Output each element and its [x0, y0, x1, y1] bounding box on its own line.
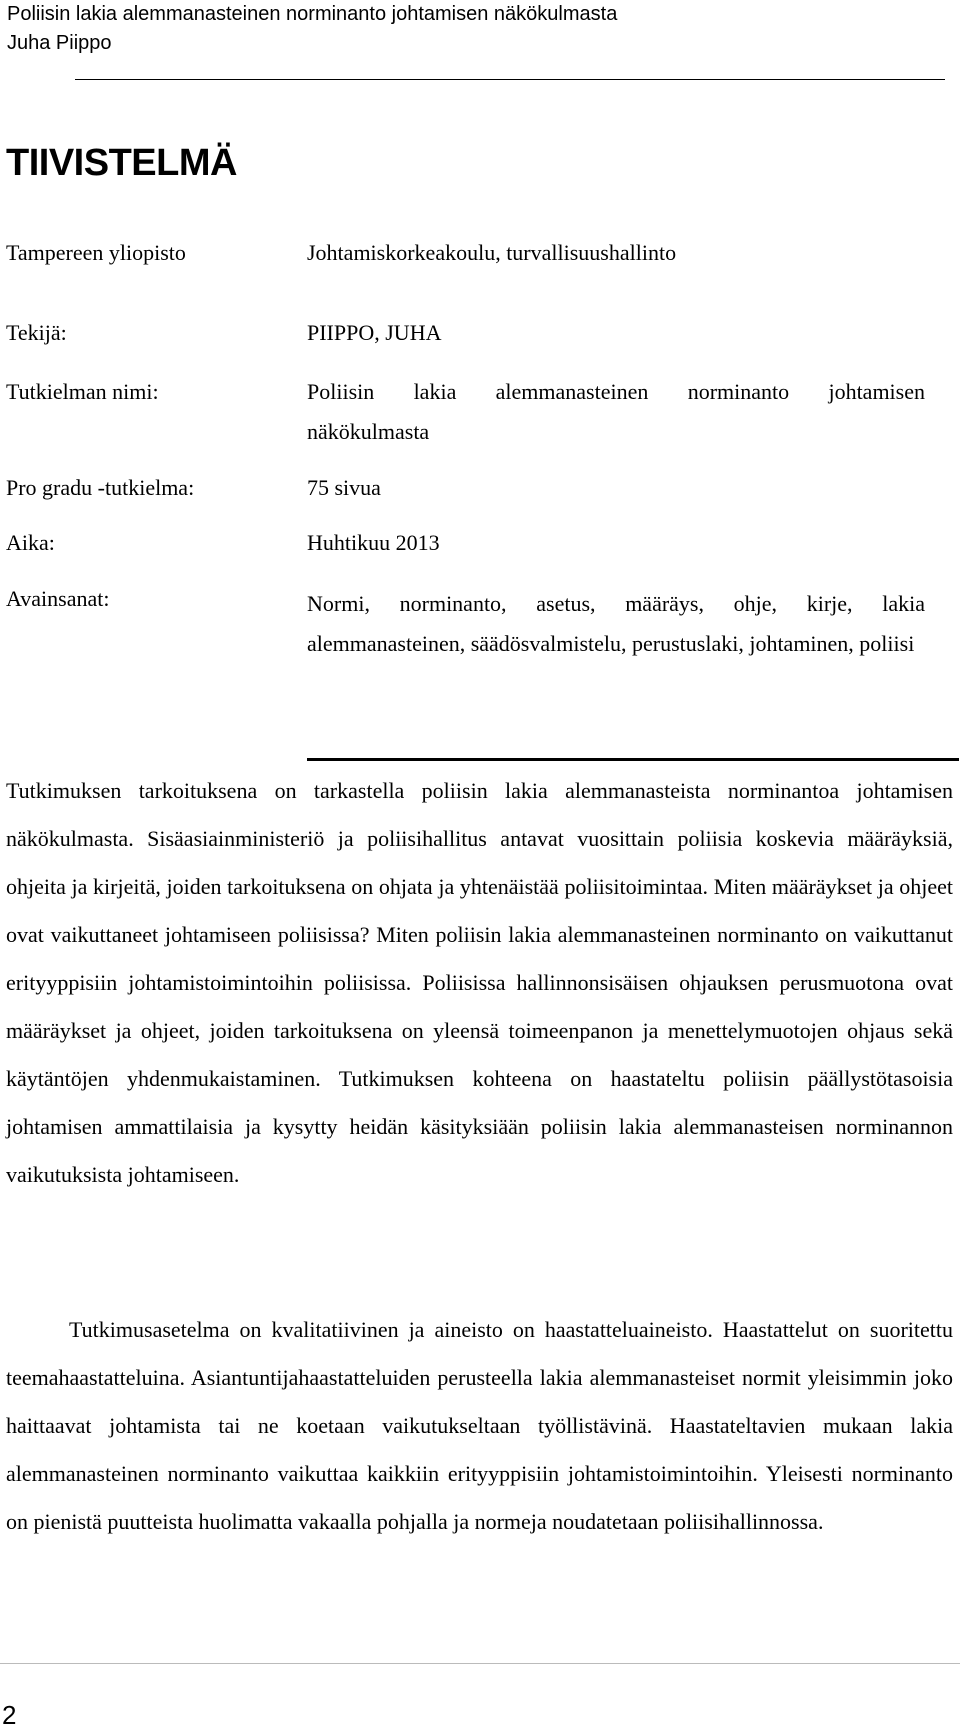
abstract-divider [307, 758, 959, 761]
university-value: Johtamiskorkeakoulu, turvallisuushallinto [307, 240, 677, 265]
page-title: TIIVISTELMÄ [6, 142, 237, 184]
running-header-author: Juha Piippo [7, 32, 112, 54]
author-label: Tekijä: [6, 320, 67, 345]
running-header-title: Poliisin lakia alemmanasteinen norminanto johtamisen näkökulmasta [7, 3, 618, 25]
author-value: PIIPPO, JUHA [307, 320, 442, 345]
thesis-name-value-line2: näkökulmasta [307, 419, 430, 444]
keywords-label: Avainsanat: [6, 586, 110, 611]
page-number: 2 [2, 1700, 17, 1730]
thesis-type-label: Pro gradu -tutkielma: [6, 475, 195, 500]
header-divider [75, 79, 945, 80]
thesis-name-value-line1: Poliisin lakia alemmanasteinen norminanto johtamisen [307, 379, 925, 404]
footer-divider [0, 1663, 960, 1664]
keywords-value: Normi, norminanto, asetus, määräys, ohje, kirje, lakia alemmanasteinen, säädösvalmistelu, perustuslaki, johtaminen, poliisi [307, 591, 925, 656]
university-label: Tampereen yliopisto [6, 240, 186, 265]
abstract-paragraph-2: Tutkimusasetelma on kvalitatiivinen ja aineisto on haastatteluaineisto. Haastattelut on suoritettu teemahaastatteluina. Asiantuntijahaastatteluiden perusteella lakia alemmanasteiset normit yleisimmin joko haittaavat johtamista tai ne koetaan vaikutukseltaan työllistävinä. Haastateltavien mukaan lakia alemmanasteinen norminanto vaikuttaa kaikkiin erityyppisiin johtamistoimintoihin. Yleisesti norminanto on pienistä puutteista huolimatta vakaalla pohjalla ja normeja noudatetaan poliisihallinnossa. [6, 1317, 953, 1534]
running-header [7, 0, 617, 58]
date-label: Aika: [6, 530, 55, 555]
thesis-type-value: 75 sivua [307, 475, 381, 500]
abstract-paragraph-1: Tutkimuksen tarkoituksena on tarkastella poliisin lakia alemmanasteista norminantoa johtamisen näkökulmasta. Sisäasiainministeriö ja poliisihallitus antavat vuosittain poliisia koskevia määräyksiä, ohjeita ja kirjeitä, joiden tarkoituksena on ohjata ja yhtenäistää poliisitoimintaa. Miten määräykset ja ohjeet ovat vaikuttaneet johtamiseen poliisissa? Miten poliisin lakia alemmanasteinen norminanto on vaikuttanut erityyppisiin johtamistoimintoihin poliisissa. Poliisissa hallinnonsisäisen ohjauksen perusmuotona ovat määräykset ja ohjeet, joiden tarkoituksena on yleensä toimeenpanon ja menettelymuotojen ohjaus sekä käytäntöjen yhdenmukaistaminen. Tutkimuksen kohteena on haastateltu poliisin päällystötasoisia johtamisen ammattilaisia ja kysytty heidän käsityksiään poliisin lakia alemmanasteisen norminannon vaikutuksista johtamiseen. [6, 778, 953, 1187]
thesis-name-label: Tutkielman nimi: [6, 379, 159, 404]
date-value: Huhtikuu 2013 [307, 530, 440, 555]
